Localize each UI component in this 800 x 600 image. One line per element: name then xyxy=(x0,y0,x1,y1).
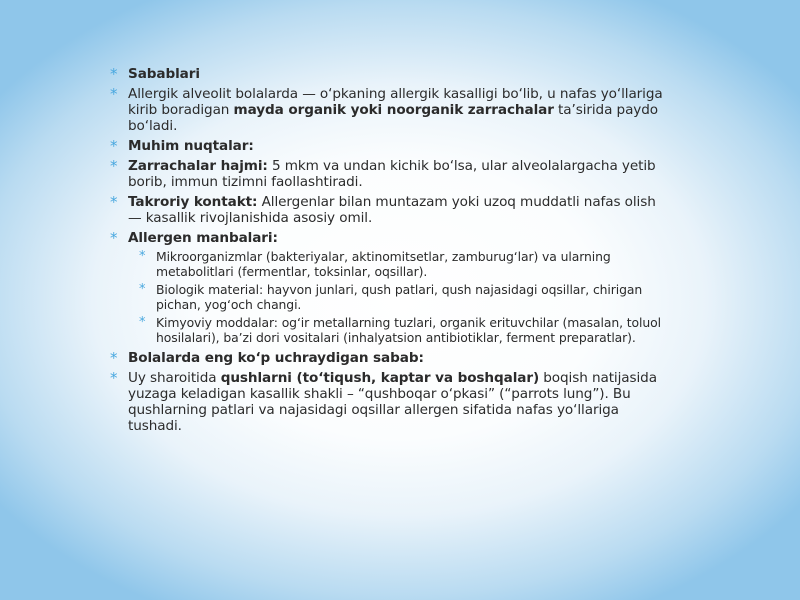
bullet-marker-icon: * xyxy=(110,348,118,367)
body-text: Mikroorganizmlar (bakteriyalar, aktinomitsetlar, zamburug‘lar) va ularning metabolitlari (fermentlar, toksinlar, oqsillar). xyxy=(156,249,611,279)
slide-body xyxy=(108,66,668,438)
sub-bullet-item xyxy=(108,250,668,279)
bullet-marker-icon: * xyxy=(110,157,118,175)
body-text: Kimyoviy moddalar: og‘ir metallarning tuzlari, organik erituvchilar (masalan, toluol hosilalari), ba’zi dori vositalari (inhalyatsion antibiotiklar, ferment preparatlar). xyxy=(156,315,661,345)
bullet-item xyxy=(108,86,668,134)
sub-bullet-item xyxy=(108,283,668,312)
body-text: Allergenlar bilan muntazam yoki uzoq muddatli nafas olish — kasallik rivojlanishida asosiy omil. xyxy=(128,194,656,226)
bold-text: Sabablari xyxy=(128,66,200,82)
bold-text: Allergen manbalari: xyxy=(128,230,278,246)
bold-text: qushlarni (to‘tiqush, kaptar va boshqalar) xyxy=(220,369,540,386)
body-text: Uy sharoitida xyxy=(128,369,221,386)
bullet-item xyxy=(108,66,668,82)
bold-text: Bolalarda eng ko‘p uchraydigan sabab: xyxy=(128,349,424,366)
bullet-marker-icon: * xyxy=(110,65,118,83)
bullet-marker-icon: * xyxy=(110,193,118,211)
body-text: Allergik alveolit bolalarda — o‘pkaning allergik kasalligi bo‘lib, u nafas yo‘llariga kirib boradigan xyxy=(128,86,663,118)
bold-text: mayda organik yoki noorganik zarrachalar xyxy=(233,102,554,118)
bullet-marker-icon: * xyxy=(110,368,118,387)
body-text: Biologik material: hayvon junlari, qush patlari, qush najasidagi oqsillar, chirigan pichan, yog‘och changi. xyxy=(156,282,643,312)
bullet-item xyxy=(108,138,668,154)
bullet-marker-icon: * xyxy=(110,85,118,103)
bullet-item xyxy=(108,350,668,366)
bullet-marker-icon: * xyxy=(110,229,118,247)
bullet-marker-icon: * xyxy=(139,315,146,331)
bullet-marker-icon: * xyxy=(139,249,146,264)
bullet-item xyxy=(108,194,668,226)
body-text: 5 mkm va undan kichik bo‘lsa, ular alveolalargacha yetib borib, immun tizimni faollashtiradi. xyxy=(128,158,656,190)
bold-text: Takroriy kontakt: xyxy=(128,194,258,210)
body-text: boqish natijasida yuzaga keladigan kasallik shakli – “qushboqar o‘pkasi” (“parrots lung”). Bu qushlarning patlari va najasidagi oqsillar allergen sifatida nafas yo‘llariga tushadi. xyxy=(128,369,657,434)
body-text: ta’sirida paydo bo‘ladi. xyxy=(128,102,658,134)
bold-text: Muhim nuqtalar: xyxy=(128,138,254,154)
bullet-item xyxy=(108,370,668,434)
bullet-item xyxy=(108,158,668,190)
bullet-item xyxy=(108,230,668,246)
bullet-marker-icon: * xyxy=(139,282,146,298)
sub-bullet-item xyxy=(108,316,668,345)
bold-text: Zarrachalar hajmi: xyxy=(128,158,268,174)
bullet-marker-icon: * xyxy=(110,137,118,155)
